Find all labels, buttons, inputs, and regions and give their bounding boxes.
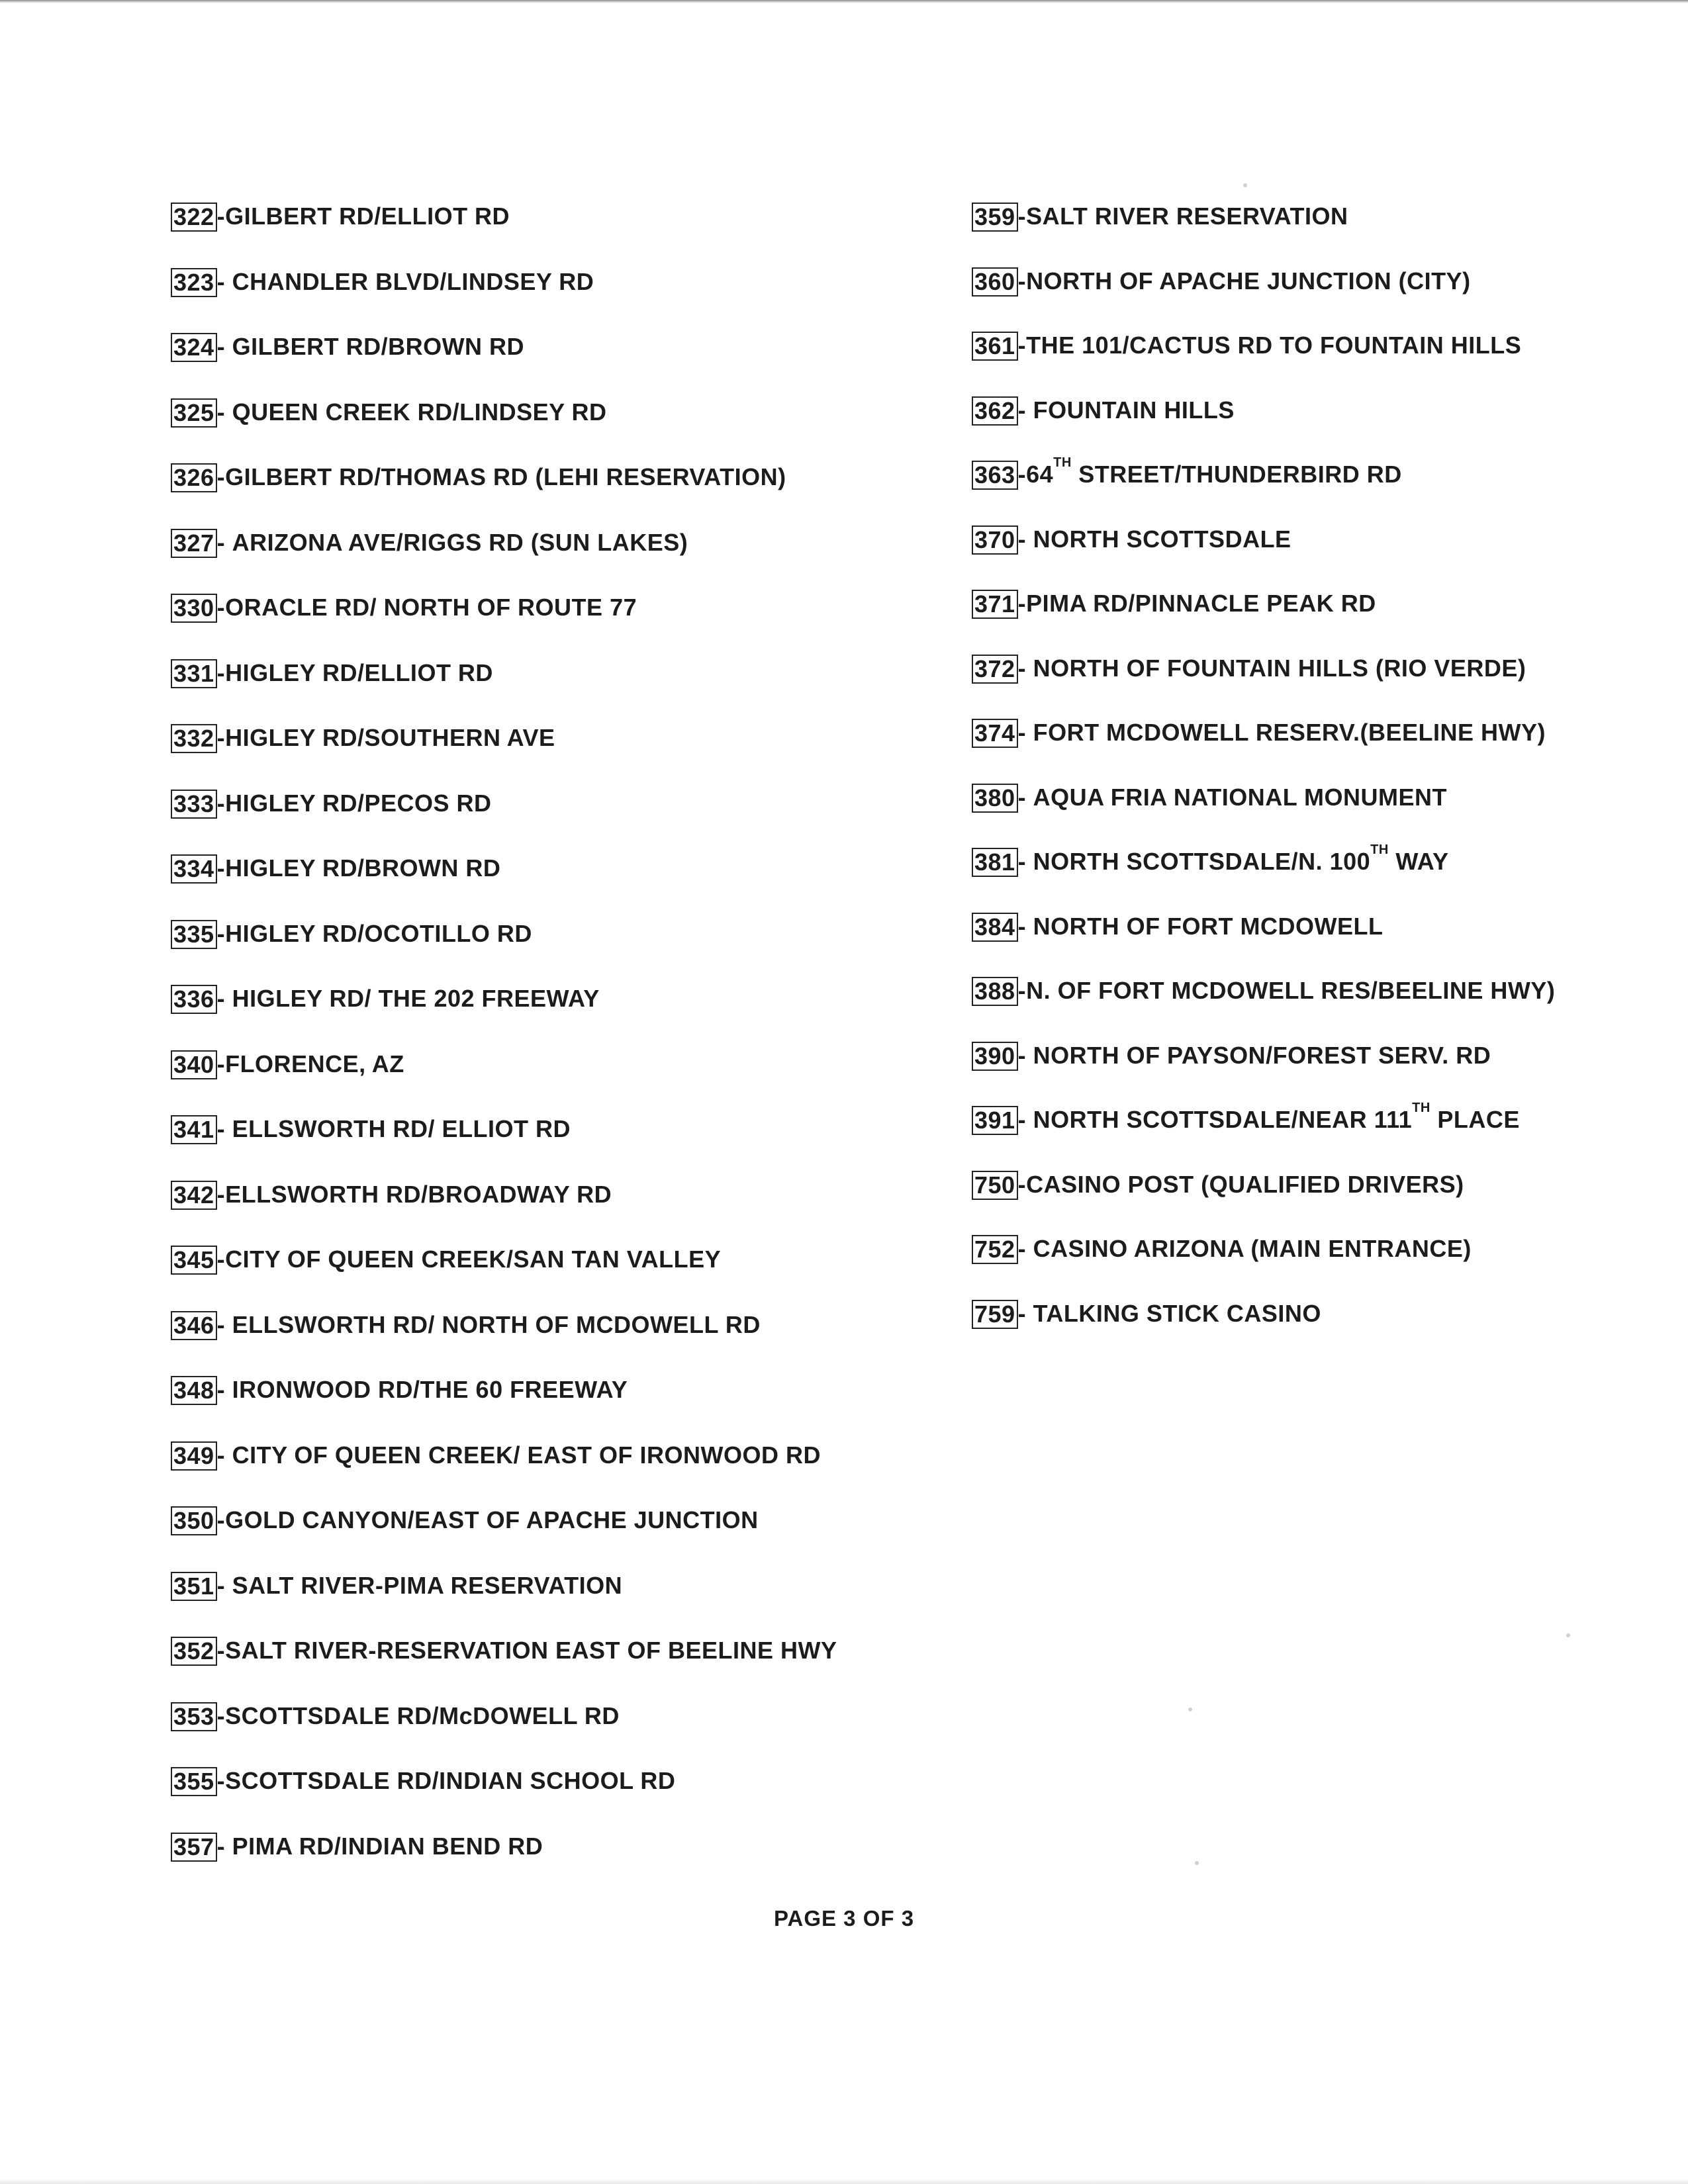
zone-label: SCOTTSDALE RD/INDIAN SCHOOL RD xyxy=(225,1767,676,1794)
zone-label-rest: STREET/THUNDERBIRD RD xyxy=(1071,461,1402,488)
zone-label: N. OF FORT MCDOWELL RES/BEELINE HWY) xyxy=(1026,977,1556,1004)
zone-label: ELLSWORTH RD/ NORTH OF MCDOWELL RD xyxy=(232,1310,761,1338)
zone-code: 370 xyxy=(972,525,1018,555)
zone-entry xyxy=(171,1571,837,1637)
scan-edge-top xyxy=(0,0,1688,3)
zone-separator: - xyxy=(216,919,226,947)
zone-entry xyxy=(171,1115,837,1180)
zone-label: PIMA RD/INDIAN BEND RD xyxy=(232,1832,543,1860)
zone-code: 388 xyxy=(972,977,1018,1006)
zone-separator: - xyxy=(216,594,226,621)
zone-code: 752 xyxy=(972,1235,1018,1264)
scan-edge-bottom xyxy=(0,2179,1688,2184)
zone-separator: - xyxy=(1017,396,1033,424)
zone-label: ELLSWORTH RD/BROADWAY RD xyxy=(225,1180,612,1208)
zone-entry xyxy=(171,1375,837,1441)
zone-label: PIMA RD/PINNACLE PEAK RD xyxy=(1026,590,1376,617)
zone-separator: - xyxy=(1017,719,1033,746)
zone-label: IRONWOOD RD/THE 60 FREEWAY xyxy=(232,1376,628,1403)
zone-label: HIGLEY RD/ THE 202 FREEWAY xyxy=(232,985,600,1012)
zone-entry xyxy=(972,525,1555,590)
zone-code: 371 xyxy=(972,590,1018,619)
zone-label: SALT RIVER-PIMA RESERVATION xyxy=(232,1571,623,1599)
zone-label: NORTH OF FOUNTAIN HILLS (RIO VERDE) xyxy=(1033,654,1526,682)
zone-separator: - xyxy=(216,1050,226,1077)
zone-separator: - xyxy=(1017,1299,1033,1327)
zone-entry xyxy=(171,1506,837,1571)
zone-entry xyxy=(972,202,1555,267)
zone-entry xyxy=(171,789,837,854)
zone-code: 361 xyxy=(972,332,1018,361)
zone-label: HIGLEY RD/PECOS RD xyxy=(225,789,492,817)
zone-code: 323 xyxy=(171,268,217,297)
zone-code: 750 xyxy=(972,1171,1018,1200)
zone-code: 341 xyxy=(171,1115,217,1144)
zone-entry xyxy=(171,398,837,463)
zone-label: CHANDLER BLVD/LINDSEY RD xyxy=(232,267,594,295)
zone-entry xyxy=(972,1299,1555,1364)
zone-entry xyxy=(972,912,1555,977)
zone-label: NORTH OF PAYSON/FOREST SERV. RD xyxy=(1033,1041,1491,1069)
zone-separator: - xyxy=(216,659,226,686)
zone-code: 359 xyxy=(972,203,1018,232)
zone-separator: - xyxy=(216,398,232,426)
zone-separator: - xyxy=(216,1376,232,1403)
zone-separator: - xyxy=(216,1506,226,1533)
zone-label: ELLSWORTH RD/ ELLIOT RD xyxy=(232,1115,571,1142)
zone-entry xyxy=(171,202,837,267)
zone-entry xyxy=(972,267,1555,332)
zone-label: GILBERT RD/BROWN RD xyxy=(232,333,525,360)
zone-separator: - xyxy=(216,1767,226,1794)
ordinal-suffix: TH xyxy=(1053,455,1072,470)
zone-separator: - xyxy=(1017,332,1027,359)
zone-label: THE 101/CACTUS RD TO FOUNTAIN HILLS xyxy=(1026,332,1522,359)
zone-separator: - xyxy=(216,854,226,882)
zone-label: CASINO POST (QUALIFIED DRIVERS) xyxy=(1026,1170,1464,1198)
zone-entry xyxy=(972,976,1555,1041)
scan-speck xyxy=(1195,1861,1199,1865)
zone-separator: - xyxy=(1017,654,1033,682)
zone-code: 384 xyxy=(972,913,1018,942)
zone-entry xyxy=(171,1050,837,1115)
zone-separator: - xyxy=(216,203,226,230)
zone-entry xyxy=(171,1245,837,1310)
zone-label-main: 64 xyxy=(1026,461,1054,488)
zone-entry xyxy=(171,1832,837,1897)
zone-entry xyxy=(972,842,1555,912)
zone-separator: - xyxy=(216,1571,232,1599)
zone-separator: - xyxy=(1017,590,1027,617)
zone-entry xyxy=(171,723,837,789)
zone-label: TALKING STICK CASINO xyxy=(1033,1299,1321,1327)
zone-label: FOUNTAIN HILLS xyxy=(1033,396,1235,424)
zone-code: 360 xyxy=(972,267,1018,296)
zone-entry xyxy=(972,783,1555,848)
zone-label: SALT RIVER-RESERVATION EAST OF BEELINE HWY xyxy=(225,1637,837,1664)
zone-separator: - xyxy=(1017,848,1033,875)
zone-label-main: NORTH SCOTTSDALE/NEAR 111 xyxy=(1033,1106,1413,1133)
zone-separator: - xyxy=(216,267,232,295)
zone-entry xyxy=(171,267,837,333)
zone-entry xyxy=(972,1041,1555,1106)
zone-code: 340 xyxy=(171,1050,217,1079)
zone-code: 330 xyxy=(171,594,217,623)
zone-label-rest: PLACE xyxy=(1430,1106,1520,1133)
zone-separator: - xyxy=(216,1180,226,1208)
zone-code: 348 xyxy=(171,1376,217,1405)
zone-code: 332 xyxy=(171,724,217,753)
zone-separator: - xyxy=(1017,203,1027,230)
zone-code: 322 xyxy=(171,203,217,232)
zone-separator: - xyxy=(1017,461,1027,488)
zone-label xyxy=(1033,1101,1520,1134)
zone-entry xyxy=(972,654,1555,719)
zone-separator: - xyxy=(1017,267,1027,295)
zone-label: ORACLE RD/ NORTH OF ROUTE 77 xyxy=(225,594,637,621)
zone-code: 357 xyxy=(171,1833,217,1862)
zone-entry xyxy=(171,1441,837,1506)
zone-code: 336 xyxy=(171,985,217,1014)
zone-label: GILBERT RD/THOMAS RD (LEHI RESERVATION) xyxy=(225,463,786,490)
zone-label-main: NORTH SCOTTSDALE/N. 100 xyxy=(1033,848,1371,875)
zone-separator: - xyxy=(1017,783,1033,811)
zone-code: 390 xyxy=(972,1042,1018,1071)
page-number: PAGE 3 OF 3 xyxy=(773,1906,915,1931)
zone-code: 353 xyxy=(171,1702,217,1731)
zone-separator: - xyxy=(216,528,232,556)
zone-entry xyxy=(171,1766,837,1832)
zone-separator: - xyxy=(1017,912,1033,940)
zone-label: CASINO ARIZONA (MAIN ENTRANCE) xyxy=(1033,1235,1472,1262)
zone-code: 333 xyxy=(171,790,217,819)
zone-entry xyxy=(972,1101,1555,1170)
zone-separator: - xyxy=(216,724,226,751)
zone-code: 342 xyxy=(171,1181,217,1210)
zone-code: 355 xyxy=(171,1767,217,1796)
ordinal-suffix: TH xyxy=(1370,842,1389,857)
zone-code: 327 xyxy=(171,529,217,558)
right-column-list xyxy=(972,202,1555,1363)
zone-separator: - xyxy=(1017,1235,1033,1262)
zone-separator: - xyxy=(1017,1170,1027,1198)
zone-code: 372 xyxy=(972,655,1018,684)
zone-separator: - xyxy=(1017,525,1033,553)
zone-separator: - xyxy=(1017,1106,1033,1133)
zone-entry xyxy=(171,854,837,919)
zone-code: 352 xyxy=(171,1637,217,1666)
zone-entry xyxy=(171,332,837,398)
zone-entry xyxy=(171,1636,837,1702)
zone-label: AQUA FRIA NATIONAL MONUMENT xyxy=(1033,783,1448,811)
scan-speck xyxy=(1243,183,1247,187)
zone-separator: - xyxy=(216,1441,232,1469)
scan-speck xyxy=(1566,1633,1570,1637)
zone-entry xyxy=(171,463,837,528)
zone-label-rest: WAY xyxy=(1388,848,1449,875)
zone-code: 350 xyxy=(171,1506,217,1535)
zone-label: NORTH OF FORT MCDOWELL xyxy=(1033,912,1383,940)
scan-speck xyxy=(1188,1707,1192,1711)
zone-label: CITY OF QUEEN CREEK/ EAST OF IRONWOOD RD xyxy=(232,1441,821,1469)
zone-separator: - xyxy=(216,1115,232,1142)
zone-entry xyxy=(972,396,1555,461)
zone-code: 380 xyxy=(972,784,1018,813)
zone-label xyxy=(1033,842,1449,876)
zone-separator: - xyxy=(216,1832,232,1860)
zone-separator: - xyxy=(216,333,232,360)
zone-label: NORTH OF APACHE JUNCTION (CITY) xyxy=(1026,267,1471,295)
left-column-list xyxy=(171,202,837,1897)
zone-code: 326 xyxy=(171,463,217,492)
zone-label: QUEEN CREEK RD/LINDSEY RD xyxy=(232,398,607,426)
zone-entry xyxy=(972,1234,1555,1299)
zone-code: 391 xyxy=(972,1106,1018,1135)
zone-label: CITY OF QUEEN CREEK/SAN TAN VALLEY xyxy=(225,1246,722,1273)
zone-label: HIGLEY RD/ELLIOT RD xyxy=(225,659,493,686)
zone-code: 381 xyxy=(972,848,1018,877)
zone-label: HIGLEY RD/SOUTHERN AVE xyxy=(225,724,555,751)
zone-code: 331 xyxy=(171,659,217,688)
zone-entry xyxy=(171,1702,837,1767)
zone-separator: - xyxy=(216,789,226,817)
zone-separator: - xyxy=(216,1637,226,1664)
zone-code: 334 xyxy=(171,854,217,884)
zone-separator: - xyxy=(216,985,232,1012)
zone-code: 351 xyxy=(171,1572,217,1601)
zone-entry xyxy=(171,1310,837,1376)
zone-entry xyxy=(972,331,1555,396)
zone-entry xyxy=(171,1180,837,1246)
ordinal-suffix: TH xyxy=(1412,1101,1430,1115)
zone-code: 324 xyxy=(171,333,217,362)
zone-separator: - xyxy=(216,1310,232,1338)
zone-label: HIGLEY RD/OCOTILLO RD xyxy=(225,919,532,947)
zone-entry xyxy=(972,1170,1555,1235)
zone-label: FLORENCE, AZ xyxy=(225,1050,404,1077)
zone-code: 325 xyxy=(171,398,217,428)
zone-label: SCOTTSDALE RD/McDOWELL RD xyxy=(225,1702,620,1729)
zone-separator: - xyxy=(216,463,226,490)
zone-code: 349 xyxy=(171,1441,217,1471)
zone-code: 374 xyxy=(972,719,1018,748)
zone-code: 759 xyxy=(972,1300,1018,1329)
zone-label: ARIZONA AVE/RIGGS RD (SUN LAKES) xyxy=(232,528,688,556)
zone-entry xyxy=(171,659,837,724)
zone-separator: - xyxy=(216,1702,226,1729)
zone-label: GOLD CANYON/EAST OF APACHE JUNCTION xyxy=(225,1506,759,1533)
zone-entry xyxy=(171,528,837,594)
zone-entry xyxy=(972,589,1555,654)
zone-entry xyxy=(171,984,837,1050)
zone-label: FORT MCDOWELL RESERV.(BEELINE HWY) xyxy=(1033,719,1546,746)
zone-label: HIGLEY RD/BROWN RD xyxy=(225,854,501,882)
zone-separator: - xyxy=(1017,977,1027,1004)
zone-label: NORTH SCOTTSDALE xyxy=(1033,525,1291,553)
zone-code: 363 xyxy=(972,461,1018,490)
zone-entry xyxy=(972,455,1555,525)
zone-code: 345 xyxy=(171,1246,217,1275)
zone-entry xyxy=(171,919,837,985)
zone-separator: - xyxy=(1017,1041,1033,1069)
zone-label xyxy=(1026,455,1402,489)
zone-separator: - xyxy=(216,1246,226,1273)
zone-code: 362 xyxy=(972,396,1018,426)
zone-code: 346 xyxy=(171,1311,217,1340)
zone-label: GILBERT RD/ELLIOT RD xyxy=(225,203,510,230)
zone-code: 335 xyxy=(171,920,217,949)
zone-label: SALT RIVER RESERVATION xyxy=(1026,203,1348,230)
zone-entry xyxy=(171,593,837,659)
zone-entry xyxy=(972,718,1555,783)
